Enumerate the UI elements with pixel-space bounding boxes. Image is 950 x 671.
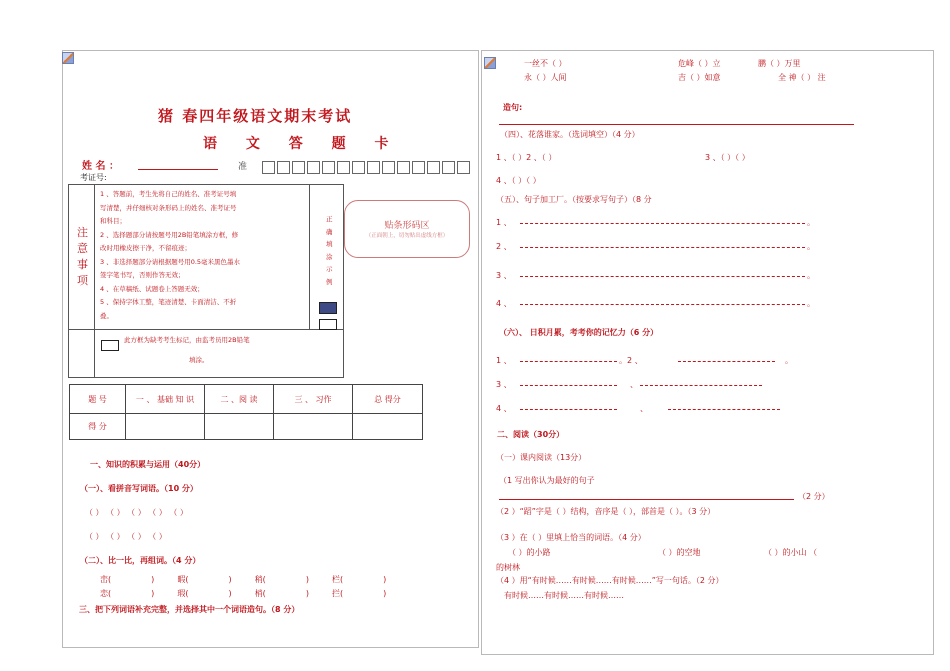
exam-no-label: 考证号: — [80, 173, 107, 182]
question-3-word[interactable]: （ ）的小路 — [508, 548, 551, 557]
empty-example-box — [319, 319, 337, 330]
idiom-item: 鹏（ ）万里 — [758, 59, 801, 68]
question-3-word[interactable]: （ ）的小山 （ — [764, 548, 818, 557]
score-table — [69, 384, 423, 440]
digit-box[interactable] — [442, 161, 455, 174]
section-4-heading: （四）、花落谁家。（选词填空）（4 分） — [500, 130, 640, 139]
compare-item: 暇( ) — [177, 575, 232, 584]
note-line: 2 、选择题部分请按题号用2B铅笔填涂方框，修 — [100, 230, 239, 239]
note-line: 签字笔书写，否则作答无效； — [100, 271, 185, 279]
sentence-number: 3 、 — [496, 271, 512, 280]
sentence-number: 4 、 — [496, 299, 512, 308]
sentence-number: 1 、 — [496, 218, 512, 227]
exam-title: 猪 春四年级语文期末考试 — [158, 107, 353, 125]
idiom-item: 一丝不（ ） — [524, 59, 567, 68]
section-1-1-heading: （一）、看拼音写词语。（10 分） — [80, 484, 198, 493]
note-line: 和科目； — [100, 217, 126, 225]
memory-answer-line[interactable] — [520, 361, 617, 362]
reading-1-heading: （一）课内阅读（13分） — [496, 453, 587, 462]
sentence-end: 。 — [807, 242, 815, 251]
compare-row-1 — [100, 574, 386, 585]
idiom-item: 危峰（ ）立 — [678, 59, 721, 68]
question-3-word[interactable]: 的树林 — [496, 563, 520, 572]
score-cell[interactable] — [274, 414, 353, 440]
compare-item: 拦( ) — [332, 589, 387, 598]
idiom-item: 吉（ ）如意 — [678, 73, 721, 82]
memory-number: 1 、 — [496, 356, 512, 365]
absent-note-line2: 填涂。 — [189, 356, 209, 364]
notes-title: 注意事项 — [77, 226, 88, 287]
note-line: 写清楚，并仔细核对条形码上的姓名、准考证号 — [100, 203, 237, 212]
memory-number: 4 、 — [496, 404, 512, 413]
sentence-number: 2 、 — [496, 242, 512, 251]
note-line: 改时用橡皮擦干净，不留痕迹； — [100, 244, 191, 252]
memory-answer-line[interactable] — [640, 385, 762, 386]
compare-item: 峦( ) — [100, 575, 155, 584]
score-header-cell: 三 、 习作 — [274, 385, 353, 414]
digit-box[interactable] — [367, 161, 380, 174]
score-cell[interactable] — [353, 414, 423, 440]
section-1-3-heading: 三、把下列词语补充完整，并选择其中一个词语造句。（8 分） — [79, 605, 300, 614]
question-1-score: （2 分） — [798, 492, 830, 501]
memory-answer-line[interactable] — [668, 409, 780, 410]
reading-heading: 二、阅读（30分） — [497, 430, 565, 439]
barcode-title: 贴条形码区 — [384, 221, 430, 231]
section-5-heading: （五）、句子加工厂。（按要求写句子）（8 分 — [496, 195, 652, 204]
memory-end: 。 — [785, 356, 793, 365]
memory-number: 3 、 — [496, 380, 512, 389]
digit-box[interactable] — [457, 161, 470, 174]
exam-number-boxes[interactable] — [262, 161, 472, 174]
document-icon — [62, 52, 74, 64]
section-4-row-1a[interactable]: 1 、（ ）2 、（ ） — [496, 153, 557, 162]
sentence-answer-line[interactable] — [520, 223, 805, 224]
answer-card-subtitle: 语 文 答 题 卡 — [203, 136, 401, 152]
answer-sheet-right-page — [481, 50, 934, 655]
digit-box[interactable] — [337, 161, 350, 174]
sentence-end: 。 — [807, 271, 815, 280]
score-header-cell: 二 、阅 读 — [205, 385, 274, 414]
notes-list — [100, 188, 305, 323]
memory-separator: 。2 、 — [619, 356, 643, 365]
barcode-note: （正面朝上，切勿贴出虚线方框） — [365, 233, 449, 239]
score-header-cell: 题 号 — [70, 385, 126, 414]
question-3-word[interactable]: （ ）的空地 — [658, 548, 701, 557]
name-field[interactable] — [138, 169, 218, 170]
question-1-answer-line[interactable] — [499, 499, 794, 500]
idiom-item: 永（ ）人间 — [524, 73, 567, 82]
digit-box[interactable] — [427, 161, 440, 174]
digit-box[interactable] — [382, 161, 395, 174]
note-line: 5 、保持字体工整，笔迹清楚、卡面清洁、不折 — [100, 298, 237, 306]
digit-box[interactable] — [277, 161, 290, 174]
section-6-heading: （六）、 日积月累，考考你的记忆力（6 分） — [499, 328, 659, 337]
answer-sheet-left-page — [62, 50, 479, 648]
question-4: （4 ）用“有时候……有时候……有时候……”写一句话。（2 分） — [496, 576, 724, 585]
section-1-2-heading: （二）、比一比，再组词。（4 分） — [80, 556, 201, 565]
digit-box[interactable] — [322, 161, 335, 174]
sentence-end: 。 — [807, 218, 815, 227]
absent-note-line1: 此方框为缺考考生标记，由监考员用2B铅笔 — [124, 336, 250, 344]
filled-example-box — [319, 302, 337, 314]
pinyin-row-1[interactable]: （ ） （ ） （ ） （ ） （ ） — [85, 508, 188, 517]
memory-answer-line[interactable] — [678, 361, 775, 362]
note-line: 3 、非选择题部分请根据题号用0.5毫米黑色墨水 — [100, 257, 241, 266]
sentence-answer-line[interactable] — [520, 247, 805, 248]
pinyin-row-2[interactable]: （ ） （ ） （ ） （ ） — [85, 532, 167, 541]
digit-box[interactable] — [412, 161, 425, 174]
note-line: 叠。 — [100, 311, 113, 320]
compare-item: 梢( ) — [254, 589, 309, 598]
memory-separator: 、 — [640, 404, 648, 413]
sentence-line[interactable] — [499, 124, 854, 125]
note-line: 4 、在草稿纸、试题卷上答题无效； — [100, 284, 204, 293]
digit-box[interactable] — [292, 161, 305, 174]
score-cell[interactable] — [126, 414, 205, 440]
compare-row-2 — [100, 588, 386, 599]
memory-answer-line[interactable] — [520, 385, 617, 386]
digit-box[interactable] — [352, 161, 365, 174]
sentence-end: 。 — [807, 299, 815, 308]
make-sentence-label: 造句: — [503, 103, 523, 112]
note-line: 1 、答题前，考生先将自己的姓名、准考证号填 — [100, 190, 237, 198]
absent-mark-box[interactable] — [101, 340, 119, 351]
digit-box[interactable] — [397, 161, 410, 174]
memory-answer-line[interactable] — [520, 409, 617, 410]
digit-box[interactable] — [262, 161, 275, 174]
document-icon — [484, 57, 496, 69]
zhun-label: 准 — [238, 162, 248, 172]
question-1: （1 写出你认为最好的句子 — [499, 476, 595, 485]
compare-item: 栏( ) — [332, 575, 387, 584]
score-header-cell: 总 得分 — [353, 385, 423, 414]
fill-example-label: 正确填涂示例 — [326, 215, 333, 286]
idiom-item: 全 神（ ） 注 — [778, 73, 826, 82]
compare-item: 稍( ) — [254, 575, 309, 584]
notes-box — [68, 184, 344, 378]
question-4-fill[interactable]: 有时候……有时候……有时候…… — [504, 591, 624, 600]
score-cell[interactable] — [205, 414, 274, 440]
compare-item: 恋( ) — [100, 589, 155, 598]
compare-item: 瑕( ) — [177, 589, 232, 598]
barcode-area — [344, 200, 470, 258]
section-4-row-2[interactable]: 4 、（ ）（ ） — [496, 176, 541, 185]
question-3: （3 ）在（ ）里填上恰当的词语。（4 分） — [496, 533, 646, 542]
section-4-row-1b[interactable]: 3 、（ ）（ ） — [705, 153, 750, 162]
section-1-heading: 一、知识的积累与运用（40分） — [90, 460, 206, 469]
score-row-label: 得 分 — [70, 414, 126, 440]
question-2[interactable]: （2 ）“蹈”字是（ ）结构，音序是（ ），部首是（ ）。（3 分） — [496, 507, 716, 516]
memory-separator: 、 — [630, 380, 638, 389]
score-header-cell: 一 、 基础 知 识 — [126, 385, 205, 414]
sentence-answer-line[interactable] — [520, 304, 805, 305]
name-label: 姓 名 ： — [82, 161, 119, 172]
digit-box[interactable] — [307, 161, 320, 174]
sentence-answer-line[interactable] — [520, 276, 805, 277]
